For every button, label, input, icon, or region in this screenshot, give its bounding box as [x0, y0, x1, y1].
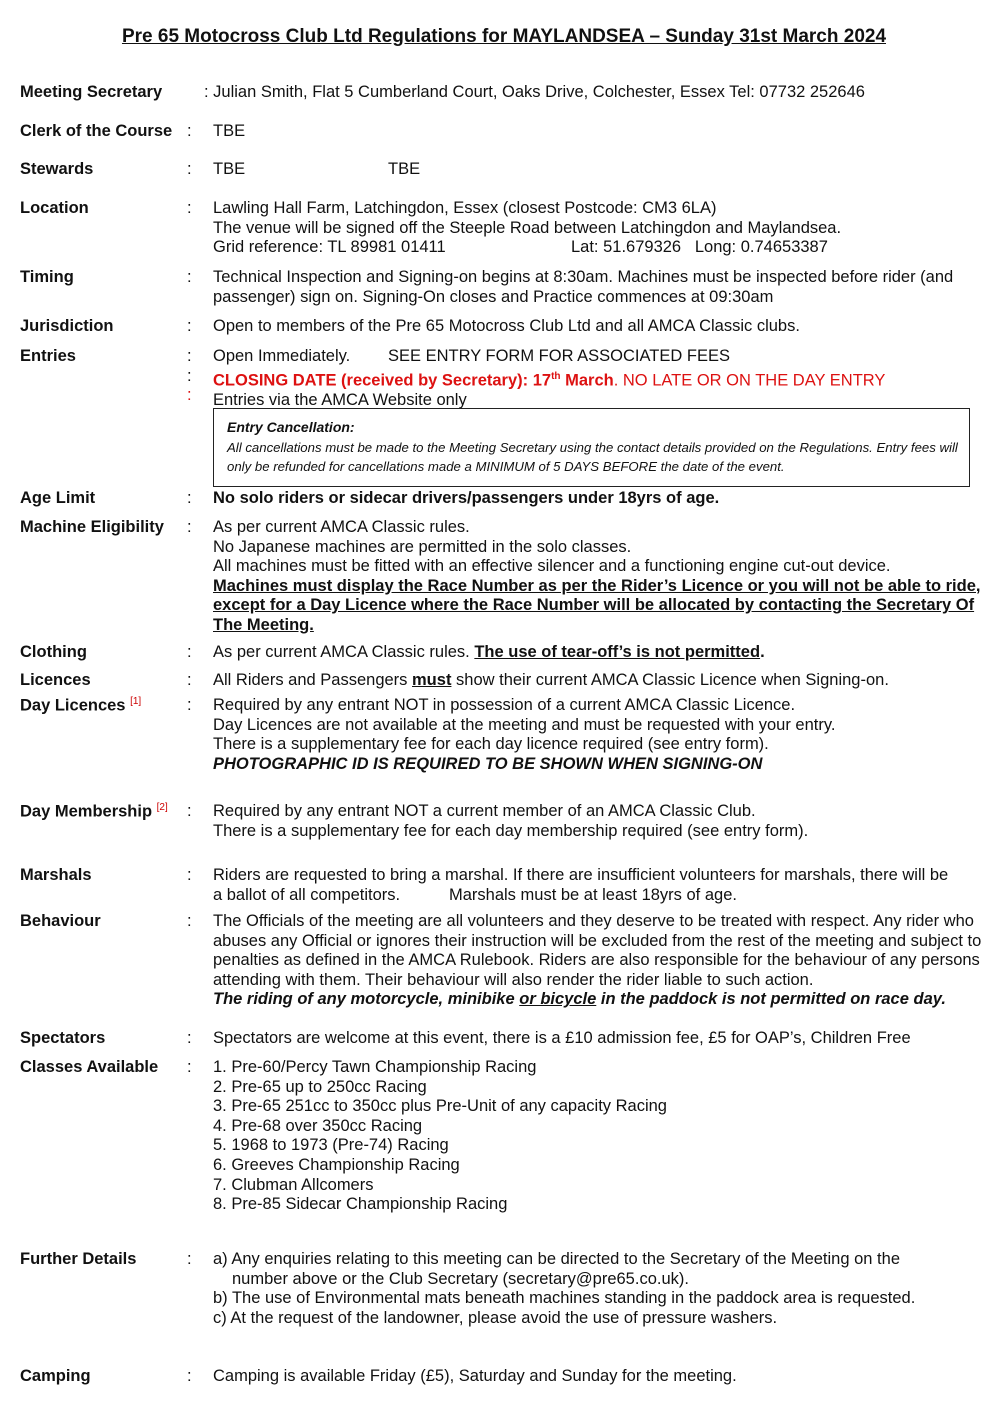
label-spectators: Spectators: [20, 1029, 106, 1047]
value-steward-1: TBE: [213, 160, 246, 178]
value-behaviour: [213, 912, 988, 1010]
colon: :: [187, 696, 192, 714]
further-a-1: a) Any enquiries relating to this meeting can be directed to the Secretary of the Meeting on the: [213, 1250, 900, 1268]
further-a-2: number above or the Club Secretary (secretary@pre65.co.uk).: [232, 1269, 689, 1288]
label-clerk: Clerk of the Course: [20, 122, 173, 140]
class-item: 2. Pre-65 up to 250cc Racing: [213, 1077, 427, 1096]
value-spectators: Spectators are welcome at this event, there is a £10 admission fee, £5 for OAP’s, Children Free: [213, 1029, 911, 1047]
marshals-age: Marshals must be at least 18yrs of age.: [449, 885, 737, 904]
label-behaviour: Behaviour: [20, 912, 101, 930]
location-latlong: Lat: 51.679326 Long: 0.74653387: [571, 238, 828, 257]
closing-date-rest: . NO LATE OR ON THE DAY ENTRY: [613, 371, 886, 390]
behaviour-bicycle: or bicycle: [519, 990, 597, 1009]
behaviour-riding: [213, 990, 988, 1010]
colon: :: [187, 268, 192, 286]
colon-red: :: [187, 386, 192, 405]
value-marshals: [213, 866, 988, 905]
machine-line-2: No Japanese machines are permitted in the solo classes.: [213, 537, 632, 556]
clothing-tearoff: The use of tear-off’s is not permitted: [474, 643, 761, 661]
closing-date-sup: th: [551, 370, 561, 382]
closing-date-month: March: [560, 371, 614, 390]
licences-must: must: [412, 671, 452, 689]
colon: :: [187, 1367, 192, 1385]
colon: :: [187, 122, 192, 140]
colon: :: [187, 160, 192, 178]
value-meeting-secretary: : Julian Smith, Flat 5 Cumberland Court, Oaks Drive, Colchester, Essex Tel: 07732 252646: [204, 83, 865, 101]
class-item: 5. 1968 to 1973 (Pre-74) Racing: [213, 1136, 449, 1155]
value-age-limit: No solo riders or sidecar drivers/passengers under 18yrs of age.: [213, 489, 720, 507]
value-timing: Technical Inspection and Signing-on begins at 8:30am. Machines must be inspected before rider (and passenger) sign on. Signing-On closes and Practice commences at 09:30am: [213, 268, 954, 306]
entry-cancellation-box: [213, 408, 970, 487]
value-jurisdiction: Open to members of the Pre 65 Motocross Club Ltd and all AMCA Classic clubs.: [213, 317, 800, 335]
class-item: 4. Pre-68 over 350cc Racing: [213, 1116, 423, 1135]
entries-colons: [187, 347, 192, 406]
further-b: b) The use of Environmental mats beneath machines standing in the paddock area is requested.: [213, 1289, 916, 1308]
page-title: Pre 65 Motocross Club Ltd Regulations for MAYLANDSEA – Sunday 31st March 2024: [121, 26, 887, 47]
value-day-membership: [213, 802, 988, 841]
colon: :: [187, 489, 192, 507]
marshals-ballot: a ballot of all competitors.: [213, 885, 401, 904]
day-membership-label: Day Membership: [20, 802, 153, 821]
value-steward-2: TBE: [388, 160, 421, 178]
colon: :: [187, 912, 192, 930]
label-entries: Entries: [20, 347, 76, 365]
colon: :: [187, 518, 192, 536]
label-licences: Licences: [20, 671, 91, 689]
label-day-licences: [20, 696, 141, 716]
machine-line-4: Machines must display the Race Number as per the Rider’s Licence or you will not be able to ride, except for a Day Licence where the Race Number will be allocated by contacting the Secretary Of The Meeting.: [213, 576, 981, 634]
day-membership-line-2: There is a supplementary fee for each day membership required (see entry form).: [213, 821, 809, 840]
class-item: 6. Greeves Championship Racing: [213, 1155, 460, 1174]
behaviour-text: The Officials of the meeting are all volunteers and they deserve to be treated with respect. Any rider who abuses any Official or ignores their instruction will be excluded from the rest of the meeting and subject to penalties as defined in the AMCA Rulebook. Riders are also responsible for the behaviour of any persons attending with them. Their behaviour will also render the rider liable to such action.: [213, 912, 982, 989]
further-c: c) At the request of the landowner, please avoid the use of pressure washers.: [213, 1308, 778, 1327]
label-machine-eligibility: Machine Eligibility: [20, 518, 164, 536]
location-line-2: The venue will be signed off the Steeple Road between Latchingdon and Maylandsea.: [213, 218, 842, 237]
clothing-end: .: [760, 643, 765, 661]
colon: :: [187, 1250, 192, 1268]
day-membership-ref: [2]: [156, 802, 168, 813]
value-day-licences: [213, 696, 988, 774]
day-licences-line-1: Required by any entrant NOT in possession of a current AMCA Classic Licence.: [213, 696, 796, 714]
day-licences-label: Day Licences: [20, 696, 126, 715]
colon: :: [187, 643, 192, 661]
entries-fees: SEE ENTRY FORM FOR ASSOCIATED FEES: [388, 347, 730, 365]
value-clerk: TBE: [213, 122, 246, 140]
label-day-membership: [20, 802, 168, 822]
class-item: 1. Pre-60/Percy Tawn Championship Racing: [213, 1058, 537, 1076]
colon: :: [187, 199, 192, 217]
day-licences-ref: [1]: [130, 696, 142, 707]
colon: :: [187, 802, 192, 820]
entry-cancellation-title: Entry Cancellation:: [227, 419, 355, 435]
value-entries: [213, 347, 988, 410]
day-licences-line-2: Day Licences are not available at the meeting and must be requested with your entry.: [213, 715, 836, 734]
entries-website: Entries via the AMCA Website only: [213, 390, 467, 409]
class-item: 8. Pre-85 Sidecar Championship Racing: [213, 1195, 508, 1214]
value-licences: [213, 671, 988, 691]
label-age-limit: Age Limit: [20, 489, 96, 507]
behaviour-riding-1: The riding of any motorcycle, minibike: [213, 990, 520, 1009]
closing-date-bold: CLOSING DATE (received by Secretary): 17: [213, 371, 552, 390]
behaviour-riding-2: in the paddock is not permitted on race day.: [596, 990, 946, 1009]
value-machine-eligibility: [213, 518, 988, 636]
value-clothing: [213, 643, 988, 663]
colon: :: [187, 671, 192, 689]
class-item: 3. Pre-65 251cc to 350cc plus Pre-Unit of any capacity Racing: [213, 1097, 667, 1116]
label-marshals: Marshals: [20, 866, 92, 884]
colon: :: [187, 317, 192, 335]
licences-post: show their current AMCA Classic Licence when Signing-on.: [451, 671, 889, 689]
label-camping: Camping: [20, 1367, 91, 1385]
clothing-text: As per current AMCA Classic rules.: [213, 643, 475, 661]
day-membership-line-1: Required by any entrant NOT a current member of an AMCA Classic Club.: [213, 802, 756, 820]
day-licences-line-4: PHOTOGRAPHIC ID IS REQUIRED TO BE SHOWN WHEN SIGNING-ON: [213, 754, 763, 773]
colon: :: [187, 866, 192, 884]
label-classes: Classes Available: [20, 1058, 159, 1076]
colon: :: [187, 347, 192, 365]
colon: :: [187, 1058, 192, 1076]
label-stewards: Stewards: [20, 160, 94, 178]
entries-open: Open Immediately.: [213, 347, 351, 365]
day-licences-line-3: There is a supplementary fee for each day licence required (see entry form).: [213, 735, 769, 754]
label-timing: Timing: [20, 268, 74, 286]
class-item: 7. Clubman Allcomers: [213, 1175, 374, 1194]
machine-line-1: As per current AMCA Classic rules.: [213, 518, 470, 536]
location-grid: Grid reference: TL 89981 01411: [213, 238, 446, 257]
classes-list: [213, 1058, 988, 1215]
value-further-details: [213, 1250, 988, 1328]
entries-closing: [213, 367, 988, 391]
value-camping: Camping is available Friday (£5), Saturday and Sunday for the meeting.: [213, 1367, 737, 1385]
label-meeting-secretary: Meeting Secretary: [20, 83, 163, 101]
label-clothing: Clothing: [20, 643, 87, 661]
value-location: [213, 199, 988, 258]
colon: :: [187, 1029, 192, 1047]
machine-line-3: All machines must be fitted with an effective silencer and a functioning engine cut-out device.: [213, 557, 891, 576]
entry-cancellation-text: All cancellations must be made to the Meeting Secretary using the contact details provided on the Regulations. Entry fees will only be refunded for cancellations made a MINIMUM of 5 DAYS BEFORE the date of the event.: [227, 439, 958, 474]
label-jurisdiction: Jurisdiction: [20, 317, 114, 335]
colon: :: [187, 366, 192, 385]
marshals-line-1: Riders are requested to bring a marshal. If there are insufficient volunteers for marshals, there will be: [213, 866, 949, 884]
licences-pre: All Riders and Passengers: [213, 671, 413, 689]
location-line-1: Lawling Hall Farm, Latchingdon, Essex (closest Postcode: CM3 6LA): [213, 199, 717, 217]
label-location: Location: [20, 199, 89, 217]
label-further-details: Further Details: [20, 1250, 137, 1268]
